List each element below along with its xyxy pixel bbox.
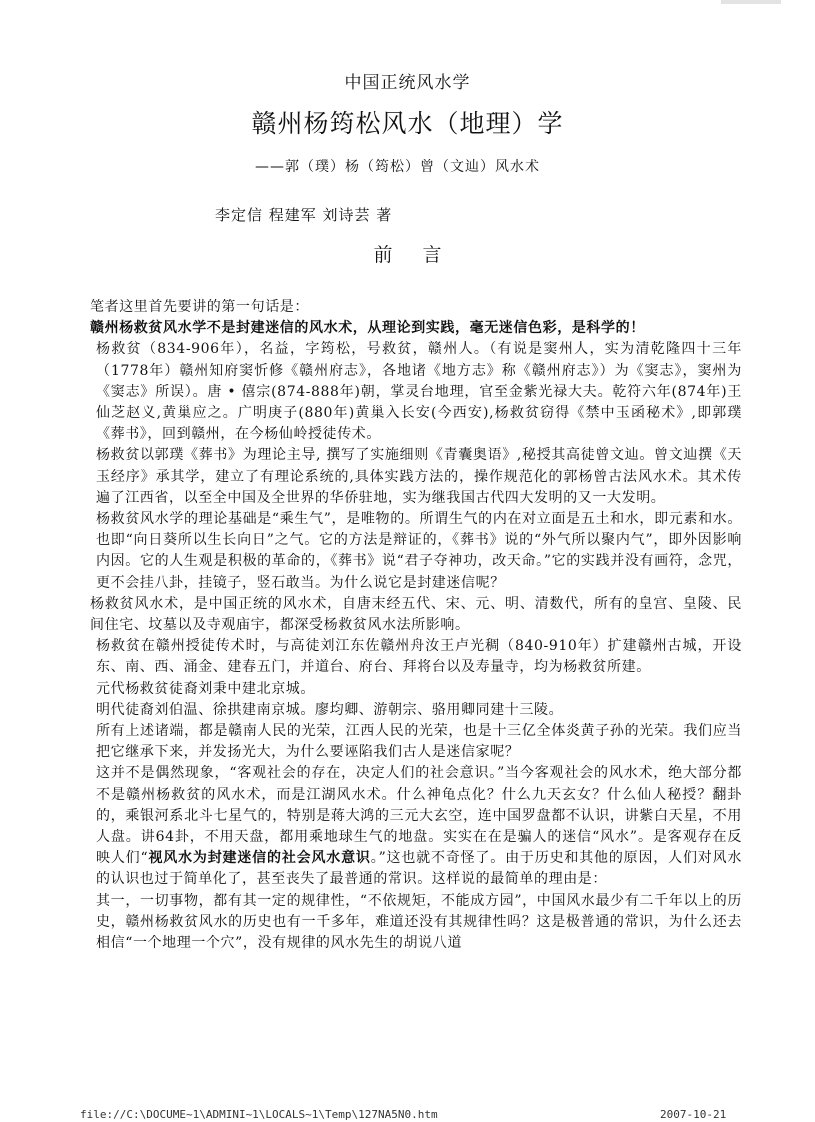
paragraph <box>82 763 742 890</box>
book-subtitle: ——郭（璞）杨（筠松）曾（文辿）风水术 <box>255 159 540 175</box>
paragraph <box>82 297 742 318</box>
print-footer <box>0 1106 815 1122</box>
paragraph-text: 其一，一切事物，都有其一定的规律性，“不依规矩，不能成方园”，中国风水最少有二千年以上的历史，赣州杨救贫风水的历史也有一千多年，难道还没有其规律性吗？这是极普通的常识，为什么还去相信“一个地理一个穴”，没有规律的风水先生的胡说八道 <box>96 892 742 952</box>
paragraph <box>82 721 742 763</box>
paragraph-text: 杨救贫以郭璞《葬书》为理论主导, 撰写了实施细则《青囊奥语》,秘授其高徒曾文辿。曾文辿撰《天玉经序》承其学，建立了有理论系统的,具体实践方法的，操作规范化的郭杨曾古法风水术。其术传遍了江西省，以至全中国及全世界的华侨驻地，实为继我国古代四大发明的又一大发明。 <box>96 447 742 506</box>
emphasized-text: 视风水为封建迷信的社会风水意识 <box>148 850 371 867</box>
body-text <box>82 297 742 954</box>
paragraph <box>82 509 742 594</box>
paragraph <box>82 594 742 636</box>
paragraph-text: 所有上述诸端，都是赣南人民的光荣，江西人民的光荣，也是十三亿全体炎黄子孙的光荣。我们应当把它继承下来，并发扬光大，为什么要诬陷我们古人是迷信家呢？ <box>96 723 742 761</box>
paragraph <box>82 891 742 955</box>
paragraph-text: 杨救贫风水学的理论基础是“乘生气”，是唯物的。所谓生气的内在对立面是五土和水，即元素和水。也即“向日葵所以生长向日”之气。它的方法是辩证的，《葬书》说的“外气所以聚内气”，即外因影响内因。它的人生观是积极的革命的，《葬书》说“君子夺神功，改天命。”它的实践并没有画符，念咒，更不会挂八卦，挂镜子，竖石敢当。为什么说它是封建迷信呢？ <box>96 511 742 591</box>
paragraph-text: 杨救贫风水术，是中国正统的风水术，自唐末经五代、宋、元、明、清数代，所有的皇宫、皇陵、民间住宅、坟墓以及寺观庙宇，都深受杨救贫风水法所影响。 <box>90 595 742 634</box>
paragraph-text: 这并不是偶然现象，“客观社会的存在，决定人们的社会意识。”当今客观社会的风水术，绝大部分都不是赣州杨救贫的风水术，而是江湖风水术。什么神龟点化？什么九天玄女？什么仙人秘授？翻卦的，乘银河系北斗七星气的，特别是蒋大鸿的三元大玄空，连中国罗盘都不认识，讲紫白天星，不用人盘。讲64卦，不用天盘，都用乘地球生气的地盘。实实在在是骗人的迷信“风水”。是客观存在反映人们“ <box>96 765 742 867</box>
paragraph <box>82 445 742 509</box>
authors-line: 李定信 程建军 刘诗芸 著 <box>215 206 393 224</box>
footer-file-path: file://C:\DOCUME~1\ADMINI~1\LOCALS~1\Temp\127NA5N0.htm <box>80 1108 438 1121</box>
paragraph-text: 杨救贫在赣州授徒传术时，与高徒刘江东佐赣州舟汝王卢光稠（840-910年）扩建赣州古城，开设东、南、西、涌金、建春五门，并道台、府台、拜将台以及寿量寺，均为杨救贫所建。 <box>96 638 742 676</box>
paragraph-text: 。”这也就不奇怪了。由于历史和其他的原因，人们对风水的认识也过于简单化了，甚至丧失了最普通的常识。这样说的最简单的理由是： <box>96 850 743 888</box>
paragraph <box>82 679 742 700</box>
paragraph-text: 杨救贫（834-906年），名益，字筠松，号救贫，赣州人。（有说是窦州人，实为清乾隆四十三年（1778年）赣州知府窦忻修《赣州府志》，各地诸《地方志》称《赣州府志》）为《窦志》，窦州为《窦志》所误）。唐 • 僖宗(874-888年)朝，掌灵台地理，官至金紫光禄大夫。乾符六年(874年)王仙芝赵义,黄巢应之。广明庚子(880年)黄巢入长安(今西安),杨救贫窃得《禁中玉函秘术》,即郭璞《葬书》，回到赣州，在今杨仙岭授徒传术。 <box>96 341 742 443</box>
paragraph <box>82 318 742 339</box>
section-heading: 前言 <box>373 244 472 266</box>
emphasized-text: 赣州杨救贫风水学不是封建迷信的风水术，从理论到实践，毫无迷信色彩，是科学的！ <box>90 320 645 337</box>
footer-date: 2007-10-21 <box>660 1108 727 1121</box>
book-title: 赣州杨筠松风水（地理）学 <box>251 109 564 138</box>
paragraph <box>82 700 742 721</box>
paragraph-text: 元代杨救贫徒裔刘秉中建北京城。 <box>96 680 315 697</box>
paragraph-text: 笔者这里首先要讲的第一句话是： <box>90 299 309 315</box>
paragraph <box>82 636 742 678</box>
paragraph-text: 明代徒裔刘伯温、徐拱建南京城。廖均卿、游朝宗、骆用卿同建十三陵。 <box>96 701 564 718</box>
scan-corner-mark <box>721 0 781 4</box>
paragraph <box>82 339 742 445</box>
series-title: 中国正统风水学 <box>344 73 471 93</box>
